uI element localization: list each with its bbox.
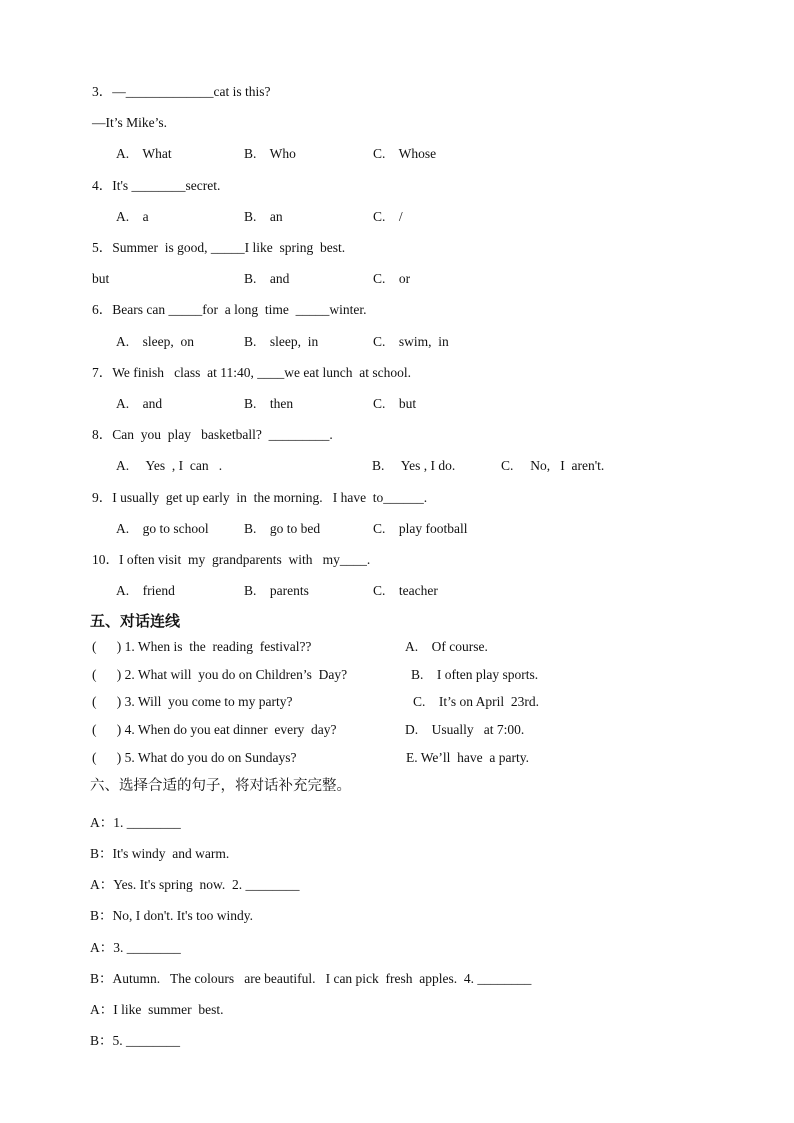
section-6-title: 六、选择合适的句子，将对话补充完整。 xyxy=(90,778,351,794)
question-3-answer: —It’s Mike’s. xyxy=(92,115,168,130)
option-c: C. play football xyxy=(373,521,468,536)
option-a: A. go to school xyxy=(116,521,209,536)
option-b: B. an xyxy=(244,209,283,224)
option-b: B. Who xyxy=(244,146,296,161)
dialogue-line-8: B：5. ________ xyxy=(90,1033,181,1048)
option-a: A. sleep, on xyxy=(116,334,194,349)
question-6-stem: 6．Bears can _____for a long time _____winter. xyxy=(92,302,367,317)
option-b: B. go to bed xyxy=(244,521,321,536)
match-row-4-left: ( ) 4. When do you eat dinner every day? xyxy=(92,722,337,737)
dialogue-line-6: B：Autumn. The colours are beautiful. I can pick fresh apples. 4. ________ xyxy=(90,971,532,986)
option-b: B. sleep, in xyxy=(244,334,319,349)
dialogue-line-2: B：It's windy and warm. xyxy=(90,846,230,861)
question-7-stem: 7．We finish class at 11:40, ____we eat lunch at school. xyxy=(92,365,411,380)
option-a: A. Yes , I can . xyxy=(116,458,223,473)
question-3-stem: 3．—_____________cat is this? xyxy=(92,84,271,99)
option-c: C. Whose xyxy=(373,146,437,161)
option-c: C. swim, in xyxy=(373,334,449,349)
option-a: A. What xyxy=(116,146,172,161)
match-row-2-right: B. I often play sports. xyxy=(411,667,539,682)
question-10-stem: 10．I often visit my grandparents with my____. xyxy=(92,552,371,567)
option-a: but xyxy=(92,271,110,286)
dialogue-line-4: B：No, I don't. It's too windy. xyxy=(90,908,253,923)
option-c: C. or xyxy=(373,271,411,286)
option-a: A. and xyxy=(116,396,163,411)
option-b: B. Yes , I do. xyxy=(372,458,456,473)
section-5-title: 五、对话连线 xyxy=(90,612,181,630)
match-row-2-left: ( ) 2. What will you do on Children’s Day? xyxy=(92,667,348,682)
option-c: C. No, I aren't. xyxy=(501,458,605,473)
match-row-5-left: ( ) 5. What do you do on Sundays? xyxy=(92,750,297,765)
option-c: C. teacher xyxy=(373,583,438,598)
match-row-5-right: E. We’ll have a party. xyxy=(406,750,529,765)
dialogue-line-3: A：Yes. It's spring now. 2. ________ xyxy=(90,877,300,892)
dialogue-line-1: A：1. ________ xyxy=(90,815,181,830)
option-b: B. then xyxy=(244,396,294,411)
option-a: A. friend xyxy=(116,583,175,598)
match-row-3-right: C. It’s on April 23rd. xyxy=(413,694,540,709)
match-row-4-right: D. Usually at 7:00. xyxy=(405,722,525,737)
option-b: B. parents xyxy=(244,583,309,598)
option-c: C. / xyxy=(373,209,403,224)
question-5-stem: 5．Summer is good, _____I like spring best. xyxy=(92,240,346,255)
option-b: B. and xyxy=(244,271,290,286)
dialogue-line-5: A：3. ________ xyxy=(90,940,181,955)
option-c: C. but xyxy=(373,396,417,411)
dialogue-line-7: A：I like summer best. xyxy=(90,1002,224,1017)
question-9-stem: 9．I usually get up early in the morning. I have to______. xyxy=(92,490,428,505)
match-row-1-left: ( ) 1. When is the reading festival?? xyxy=(92,639,312,654)
question-4-stem: 4．It's ________secret. xyxy=(92,178,221,193)
match-row-3-left: ( ) 3. Will you come to my party? xyxy=(92,694,293,709)
question-8-stem: 8．Can you play basketball? _________. xyxy=(92,427,333,442)
match-row-1-right: A. Of course. xyxy=(405,639,488,654)
option-a: A. a xyxy=(116,209,149,224)
